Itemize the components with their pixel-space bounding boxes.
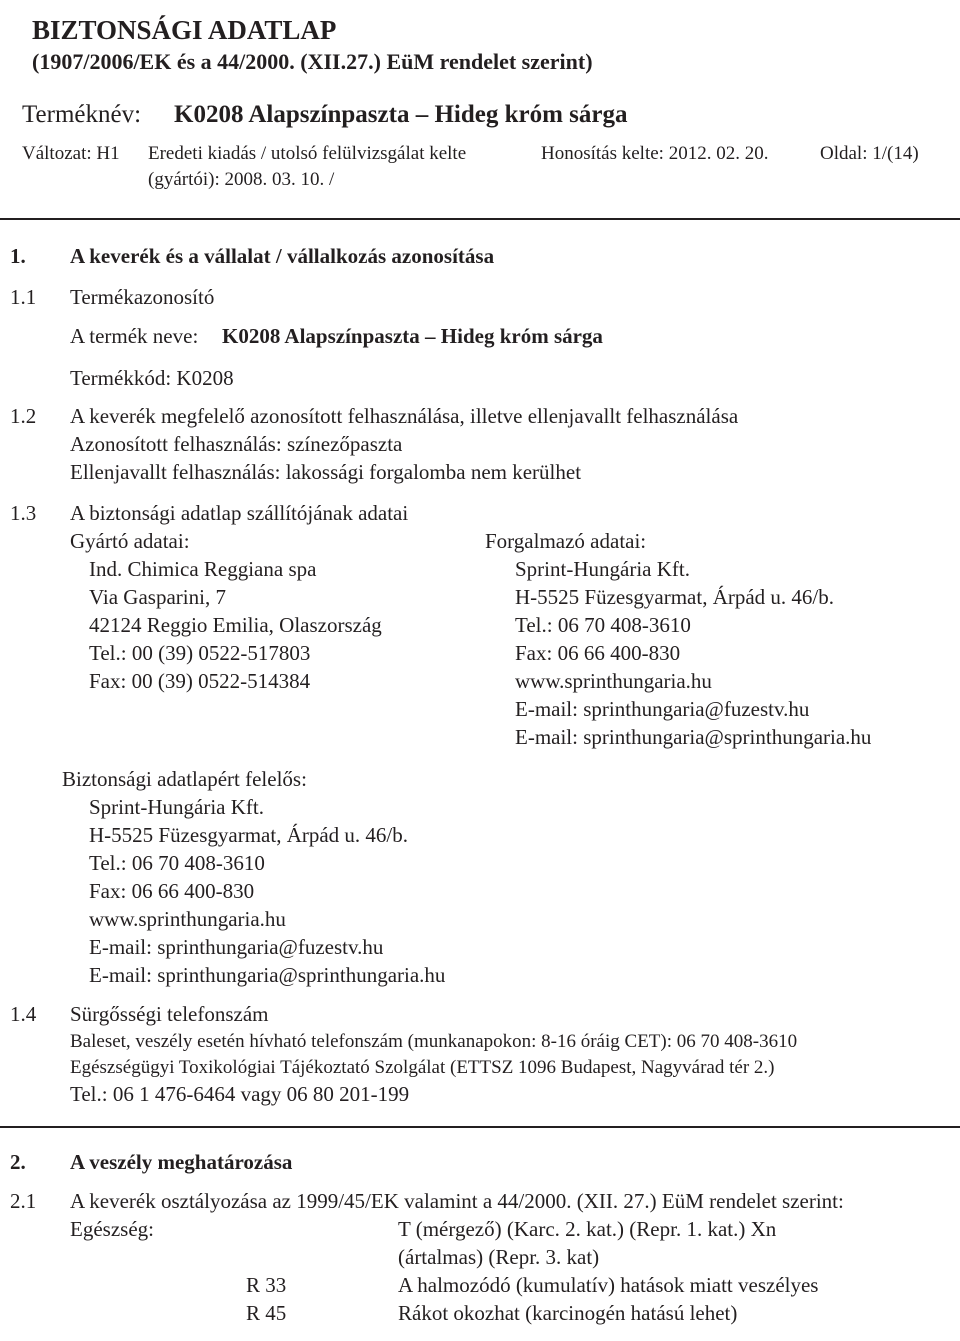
emergency-line: Baleset, veszély esetén hívható telefonszám (munkanapokon: 8-16 óráig CET): 06 70 408-3610	[70, 1031, 798, 1052]
distributor-email: E-mail: sprinthungaria@sprinthungaria.hu	[515, 725, 872, 749]
responsible-email: E-mail: sprinthungaria@sprinthungaria.hu	[89, 963, 446, 987]
issue-date: (gyártói): 2008. 03. 10. /	[148, 169, 335, 190]
product-name-header: K0208 Alapszínpaszta – Hideg króm sárga	[174, 101, 628, 128]
responsible-line: H-5525 Füzesgyarmat, Árpád u. 46/b.	[89, 823, 409, 847]
manufacturer-line: Fax: 00 (39) 0522-514384	[89, 669, 311, 693]
subsection-1-2-title: A keverék megfelelő azonosított felhasználása, illetve ellenjavallt felhasználása	[70, 404, 739, 428]
version: Változat: H1	[22, 143, 120, 164]
health-classification: (ártalmas) (Repr. 3. kat)	[398, 1245, 600, 1269]
use-advised-against: Ellenjavallt felhasználás: lakossági forgalomba nem kerülhet	[70, 460, 582, 484]
r-phrase-text: A halmozódó (kumulatív) hatások miatt veszélyes	[398, 1273, 819, 1297]
document-title: BIZTONSÁGI ADATLAP	[32, 15, 337, 45]
section-1-number: 1.	[10, 244, 26, 268]
section-divider	[0, 1126, 960, 1128]
subsection-2-1-title: A keverék osztályozása az 1999/45/EK valamint a 44/2000. (XII. 27.) EüM rendelet szerint:	[70, 1189, 844, 1213]
subsection-1-1-title: Termékazonosító	[70, 285, 215, 309]
responsible-email: E-mail: sprinthungaria@fuzestv.hu	[89, 935, 384, 959]
r-phrase-text: Rákot okozhat (karcinogén hatású lehet)	[398, 1301, 738, 1325]
localization-date: Honosítás kelte: 2012. 02. 20.	[541, 143, 769, 164]
manufacturer-line: 42124 Reggio Emilia, Olaszország	[89, 613, 382, 637]
section-2-number: 2.	[10, 1150, 26, 1174]
emergency-line: Tel.: 06 1 476-6464 vagy 06 80 201-199	[70, 1082, 410, 1106]
section-1-title: A keverék és a vállalat / vállalkozás azonosítása	[70, 244, 495, 268]
subsection-1-4-number: 1.4	[10, 1002, 37, 1026]
distributor-line: Fax: 06 66 400-830	[515, 641, 681, 665]
subsection-1-2-number: 1.2	[10, 404, 37, 428]
distributor-line: Tel.: 06 70 408-3610	[515, 613, 691, 637]
subsection-1-4-title: Sürgősségi telefonszám	[70, 1002, 269, 1026]
product-name-label: A termék neve:	[70, 324, 199, 348]
responsible-website: www.sprinthungaria.hu	[89, 907, 286, 931]
distributor-email: E-mail: sprinthungaria@fuzestv.hu	[515, 697, 810, 721]
manufacturer-line: Ind. Chimica Reggiana spa	[89, 557, 317, 581]
r-phrase-code: R 45	[246, 1301, 287, 1325]
product-label: Terméknév:	[22, 101, 142, 128]
header-divider	[0, 218, 960, 220]
regulation-subtitle: (1907/2006/EK és a 44/2000. (XII.27.) EüM rendelet szerint)	[32, 49, 593, 74]
health-classification: T (mérgező) (Karc. 2. kat.) (Repr. 1. kat.) Xn	[398, 1217, 777, 1241]
responsible-line: Sprint-Hungária Kft.	[89, 795, 264, 819]
distributor-label: Forgalmazó adatai:	[485, 529, 647, 553]
section-2-title: A veszély meghatározása	[70, 1150, 293, 1174]
subsection-1-3-title: A biztonsági adatlap szállítójának adatai	[70, 501, 409, 525]
distributor-website: www.sprinthungaria.hu	[515, 669, 712, 693]
distributor-line: Sprint-Hungária Kft.	[515, 557, 690, 581]
health-label: Egészség:	[70, 1217, 154, 1241]
manufacturer-line: Tel.: 00 (39) 0522-517803	[89, 641, 311, 665]
responsible-line: Fax: 06 66 400-830	[89, 879, 255, 903]
subsection-2-1-number: 2.1	[10, 1189, 37, 1213]
manufacturer-line: Via Gasparini, 7	[89, 585, 226, 609]
emergency-line: Egészségügyi Toxikológiai Tájékoztató Szolgálat (ETTSZ 1096 Budapest, Nagyvárad tér 2.)	[70, 1057, 775, 1078]
responsible-label: Biztonsági adatlapért felelős:	[62, 767, 307, 791]
manufacturer-label: Gyártó adatai:	[70, 529, 190, 553]
issue-label: Eredeti kiadás / utolsó felülvizsgálat kelte	[148, 143, 467, 164]
page-number: Oldal: 1/(14)	[820, 143, 919, 164]
r-phrase-code: R 33	[246, 1273, 287, 1297]
product-name-value: K0208 Alapszínpaszta – Hideg króm sárga	[222, 324, 603, 348]
identified-use: Azonosított felhasználás: színezőpaszta	[70, 432, 403, 456]
distributor-line: H-5525 Füzesgyarmat, Árpád u. 46/b.	[515, 585, 835, 609]
subsection-1-1-number: 1.1	[10, 285, 37, 309]
subsection-1-3-number: 1.3	[10, 501, 37, 525]
responsible-line: Tel.: 06 70 408-3610	[89, 851, 265, 875]
product-code: Termékkód: K0208	[70, 366, 234, 390]
